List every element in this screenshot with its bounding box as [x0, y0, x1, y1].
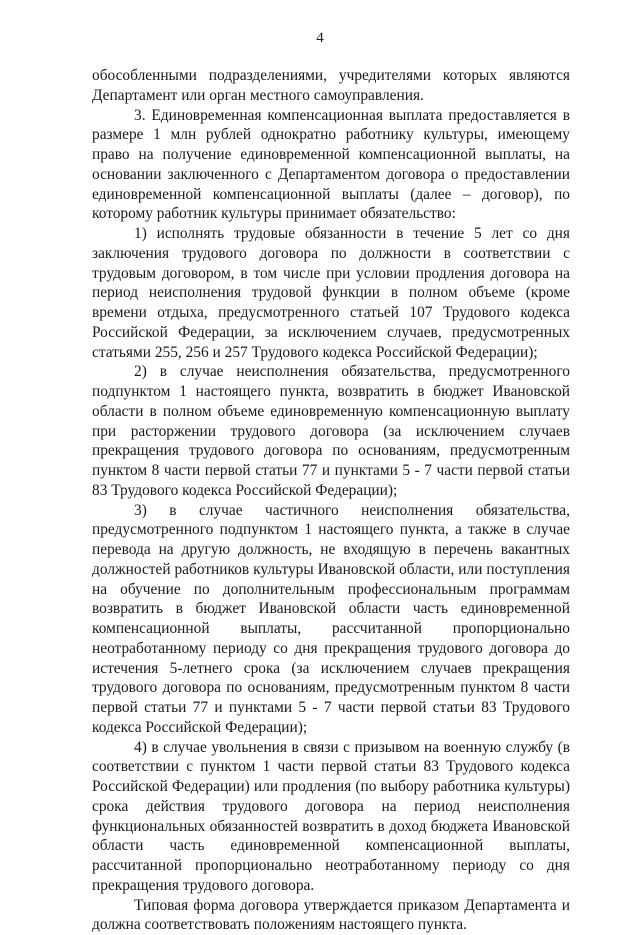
page-number: 4	[0, 29, 640, 47]
document-body	[92, 66, 570, 935]
paragraph-item-4: 4) в случае увольнения в связи с призывом на военную службу (в соответствии с пунктом 1 части первой статьи 83 Трудового кодекса Российской Федерации) или продления (по выбору работника культуры) срока действия трудового договора на период неисполнения функциональных обязанностей возвратить в доход бюджета Ивановской области часть единовременной компенсационной выплаты, рассчитанной пропорционально неотработанному периоду со дня прекращения трудового договора.	[92, 738, 570, 896]
paragraph-item-3: 3) в случае частичного неисполнения обязательства, предусмотренного подпунктом 1 настоящего пункта, а также в случае перевода на другую должность, не входящую в перечень вакантных должностей работников культуры Ивановской области, или поступления на обучение по дополнительным профессиональным программам возвратить в бюджет Ивановской области часть единовременной компенсационной выплаты, рассчитанной пропорционально неотработанному периоду со дня прекращения трудового договора до истечения 5-летнего срока (за исключением случаев прекращения трудового договора по основаниям, предусмотренным пунктом 8 части первой статьи 77 и пунктами 5 - 7 части первой статьи 83 Трудового кодекса Российской Федерации);	[92, 501, 570, 738]
paragraph-item-1: 1) исполнять трудовые обязанности в течение 5 лет со дня заключения трудового договора по должности в соответствии с трудовым договором, в том числе при условии продления договора на период неисполнения трудовой функции в полном объеме (кроме времени отдыха, предусмотренного статьей 107 Трудового кодекса Российской Федерации, за исключением случаев, предусмотренных статьями 255, 256 и 257 Трудового кодекса Российской Федерации);	[92, 224, 570, 362]
paragraph-continuation: обособленными подразделениями, учредителями которых являются Департамент или орган местного самоуправления.	[92, 66, 570, 106]
paragraph-clause-3: 3. Единовременная компенсационная выплата предоставляется в размере 1 млн рублей однократно работнику культуры, имеющему право на получение единовременной компенсационной выплаты, на основании заключенного с Департаментом договора о предоставлении единовременной компенсационной выплаты (далее – договор), по которому работник культуры принимает обязательство:	[92, 106, 570, 225]
paragraph-item-2: 2) в случае неисполнения обязательства, предусмотренного подпунктом 1 настоящего пункта, возвратить в бюджет Ивановской области в полном объеме единовременную компенсационную выплату при расторжении трудового договора (за исключением случаев прекращения трудового договора по основаниям, предусмотренным пунктом 8 части первой статьи 77 и пунктами 5 - 7 части первой статьи 83 Трудового кодекса Российской Федерации);	[92, 362, 570, 500]
paragraph-standard-form: Типовая форма договора утверждается приказом Департамента и должна соответствовать положениям настоящего пункта.	[92, 896, 570, 935]
